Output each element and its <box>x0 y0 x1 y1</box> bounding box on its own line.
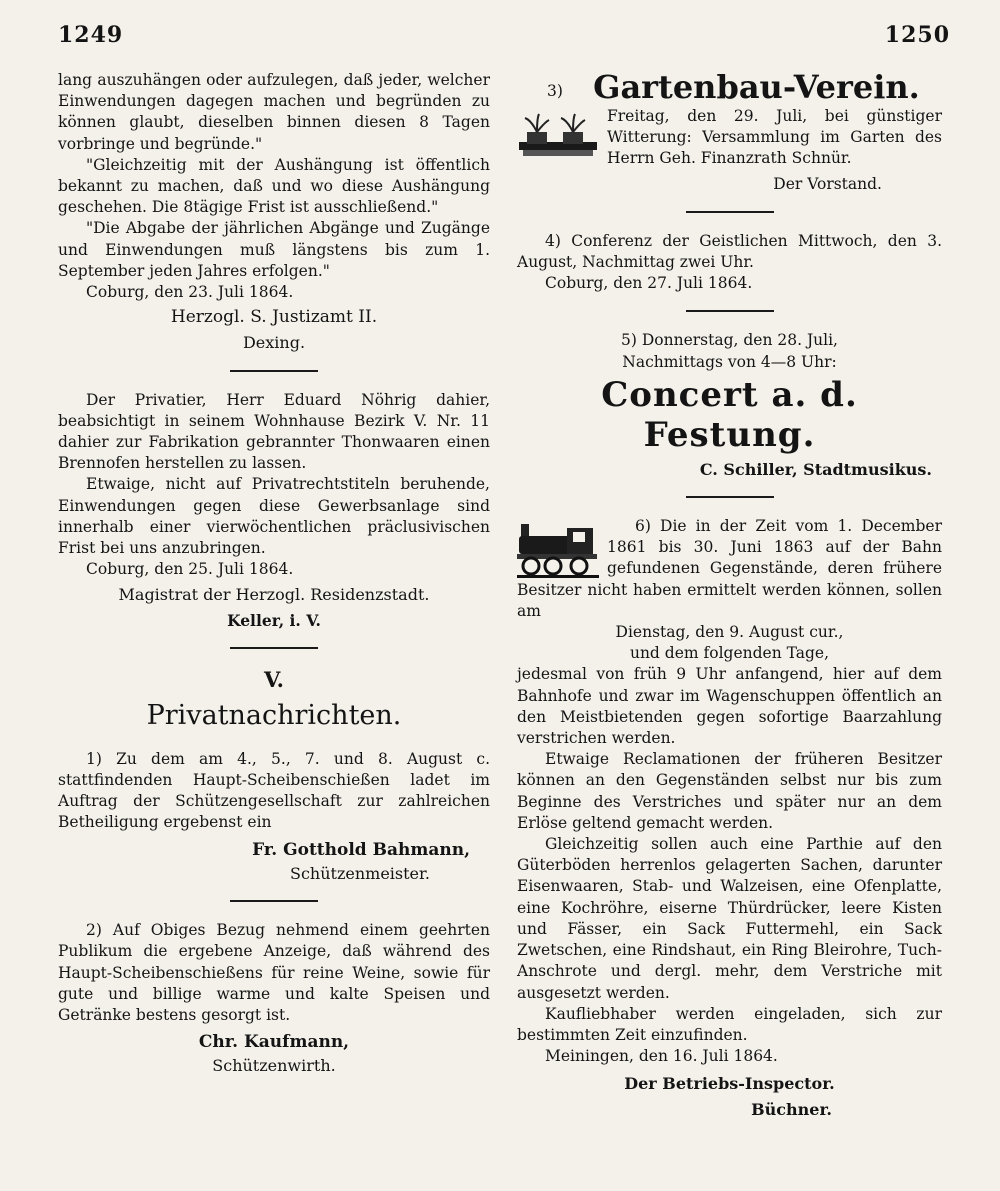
divider <box>230 647 318 649</box>
ad-signature: Fr. Gotthold Bahmann, <box>252 839 470 860</box>
continued-paragraph: "Die Abgabe der jährlichen Abgänge und Zugänge und Einwendungen muß längstens bis zum 1. September jeden Jahres erfolgen." <box>58 219 490 280</box>
ad-paragraph: jedesmal von früh 9 Uhr anfangend, hier auf dem Bahnhofe und zwar im Wagenschuppen öffentlich an den Meistbietenden gegen sofortige Baarzahlung verstrichen werden. <box>517 665 942 748</box>
ad-signature: Der Vorstand. <box>773 174 882 193</box>
notice-paragraph: Der Privatier, Herr Eduard Nöhrig dahier, beabsichtigt in seinem Wohnhause Bezirk V. Nr. 11 dahier zur Fabrikation gebrannter Thonwaaren einen Brennofen herstellen zu lassen. <box>58 390 490 473</box>
right-column <box>517 70 942 1120</box>
ad-paragraph: Freitag, den 29. Juli, bei günstiger Witterung: Versammlung im Garten des Herrn Geh. Finanzrath Schnür. <box>607 107 942 168</box>
ad-paragraph: Kaufliebhaber werden eingeladen, sich zur bestimmten Zeit einzufinden. <box>517 1004 942 1044</box>
section-number: V. <box>264 666 284 692</box>
left-column <box>58 70 490 1077</box>
ad-paragraph: 1) Zu dem am 4., 5., 7. und 8. August c. stattfindenden Haupt-Scheibenschießen ladet im Auftrag der Schützengesellschaft zur zahlreichen Betheiligung ergebenst ein <box>58 749 490 832</box>
ad-line: Nachmittags von 4—8 Uhr: <box>622 352 837 371</box>
notice-paragraph: Etwaige, nicht auf Privatrechtstiteln beruhende, Einwendungen gegen diese Gewerbsanlage sind innerhalb einer vierwöchentlichen präclusivischen Frist bei uns anzubringen. <box>58 475 490 558</box>
notice-signature: Keller, i. V. <box>227 610 321 630</box>
notice-office: Magistrat der Herzogl. Residenzstadt. <box>118 585 430 605</box>
ad-signature-role: Schützenmeister. <box>289 863 430 883</box>
locomotive-illustration <box>517 520 599 578</box>
notice-date: Coburg, den 25. Juli 1864. <box>86 560 294 579</box>
ad-line: 5) Donnerstag, den 28. Juli, <box>621 331 838 350</box>
notice-signature: Dexing. <box>242 333 306 353</box>
ad-railway-notice <box>517 516 942 1120</box>
divider <box>230 370 318 372</box>
ad-gartenbau <box>517 70 942 195</box>
divider <box>686 211 774 213</box>
ad-date-line: und dem folgenden Tage, <box>629 644 830 663</box>
ad-signature-role: Schützenwirth. <box>212 1056 336 1076</box>
section-title: Privatnachrichten. <box>146 699 402 731</box>
ad-paragraph: Gleichzeitig sollen auch eine Parthie auf den Güterböden herrenlos gelagerten Sachen, darunter Eisenwaaren, Stab- und Walzeisen, eine Ofenplatte, eine Kochröhre, eiserne Thürdrücker, leere Kisten und Fässer, ein Sack Futtermehl, ein Sack Zwetschen, eine Rindshaut, ein Ring Bleirohre, Tuch-Anschrote und dergl. mehr, dem Verstriche mit ausgesetzt werden. <box>517 835 942 1002</box>
ad-date: Meiningen, den 16. Juli 1864. <box>545 1047 778 1066</box>
ad-signature: Büchner. <box>751 1099 832 1119</box>
ad-title: Gartenbau-Verein. <box>593 68 920 106</box>
page-number-left: 1249 <box>58 22 124 48</box>
divider <box>686 496 774 498</box>
continued-paragraph: lang auszuhängen oder aufzulegen, daß jeder, welcher Einwendungen dagegen machen und begründen zu können glaubt, dieselben binnen diesen 8 Tagen vorbringe und begründe." <box>58 71 490 153</box>
page-number-right: 1250 <box>884 22 950 48</box>
continued-paragraph: "Gleichzeitig mit der Aushängung ist öffentlich bekannt zu machen, daß und wo diese Aushängung geschehen. Die 8tägige Frist ist ausschließend." <box>58 155 490 217</box>
ad-paragraph: Etwaige Reclamationen der früheren Besitzer können an den Gegenständen selbst nur bis zum Beginne des Verstriches und später nur an dem Erlöse geltend gemacht werden. <box>517 750 942 832</box>
ad-office: Der Betriebs-Inspector. <box>624 1074 835 1094</box>
ad-date: Coburg, den 27. Juli 1864. <box>545 274 753 293</box>
ad-paragraph: 4) Conferenz der Geistlichen Mittwoch, den 3. August, Nachmittag zwei Uhr. <box>517 231 942 272</box>
ad-paragraph: 6) Die in der Zeit vom 1. December 1861 bis 30. Juni 1863 auf der Bahn gefundenen Gegenstände, deren frühere Besitzer nicht haben ermittelt werden können, sollen am <box>517 517 942 620</box>
ad-signature: Chr. Kaufmann, <box>198 1032 350 1053</box>
ad-signature: C. Schiller, Stadtmusikus. <box>699 459 932 479</box>
flower-pots-illustration <box>517 112 599 162</box>
divider <box>230 900 318 902</box>
ad-number: 3) <box>547 82 563 100</box>
divider <box>686 310 774 312</box>
ad-title: Concert a. d. Festung. <box>601 374 858 455</box>
ad-paragraph: 2) Auf Obiges Bezug nehmend einem geehrten Publikum die ergebene Anzeige, daß während des Haupt-Scheibenschießens für reine Weine, sowie für gute und billige warme und kalte Speisen und Getränke bestens gesorgt ist. <box>58 921 490 1024</box>
notice-date: Coburg, den 23. Juli 1864. <box>86 283 294 302</box>
notice-office: Herzogl. S. Justizamt II. <box>170 307 378 328</box>
ad-date-line: Dienstag, den 9. August cur., <box>615 623 844 642</box>
